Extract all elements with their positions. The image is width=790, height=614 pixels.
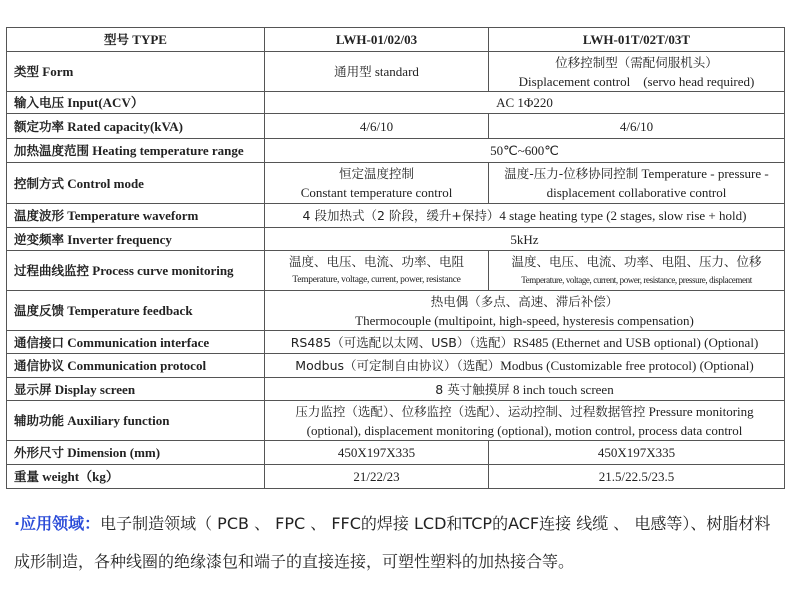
cell: 450X197X335 — [265, 441, 489, 465]
table-row — [7, 114, 785, 139]
cell: 温度、电压、电流、功率、电阻、压力、位移 Temperature, voltage, current, power, resistance, pressure, displacement — [489, 251, 785, 291]
cell: 温度、电压、电流、功率、电阻 Temperature, voltage, current, power, resistance — [265, 251, 489, 291]
application-field-label: ·应用领域： — [14, 514, 101, 533]
table-row — [7, 331, 785, 354]
cell: 21.5/22.5/23.5 — [489, 465, 785, 489]
table-row — [7, 139, 785, 163]
table-row — [7, 92, 785, 114]
row-label: 控制方式 Control mode — [7, 163, 265, 204]
row-label: 类型 Form — [7, 52, 265, 92]
row-label: 通信协议 Communication protocol — [7, 354, 265, 378]
table-row — [7, 291, 785, 331]
cell: 压力监控（选配）、位移监控（选配）、运动控制、过程数据管控 Pressure monitoring (optional), displacement monitoring (optional), motion control, process data control — [265, 401, 785, 441]
row-label: 加热温度范围 Heating temperature range — [7, 139, 265, 163]
cell: 位移控制型（需配伺服机头） Displacement control (servo head required) — [489, 52, 785, 92]
cell: RS485（可选配以太网、USB）（选配）RS485 (Ethernet and USB optional) (Optional) — [265, 331, 785, 354]
application-field-paragraph — [14, 505, 784, 581]
model-2-header: LWH-01T/02T/03T — [489, 28, 785, 52]
row-label: 外形尺寸 Dimension (mm) — [7, 441, 265, 465]
table-row — [7, 441, 785, 465]
cell: 8 英寸触摸屏 8 inch touch screen — [265, 378, 785, 401]
row-label: 温度反馈 Temperature feedback — [7, 291, 265, 331]
row-label: 输入电压 Input(ACV） — [7, 92, 265, 114]
table-header-row — [7, 28, 785, 52]
table-row — [7, 163, 785, 204]
row-label: 额定功率 Rated capacity(kVA) — [7, 114, 265, 139]
cell: 450X197X335 — [489, 441, 785, 465]
row-label: 重量 weight（kg） — [7, 465, 265, 489]
cell: 4/6/10 — [265, 114, 489, 139]
row-label: 显示屏 Display screen — [7, 378, 265, 401]
cell: 恒定温度控制 Constant temperature control — [265, 163, 489, 204]
application-field-text: 电子制造领域（ PCB 、 FPC 、 FFC的焊接 LCD和TCP的ACF连接 线缆 、 电感等）、树脂材料 成形制造，各种线圈的绝缘漆包和端子的直接连接，可塑性塑料的加热接合等。 — [14, 514, 771, 571]
table-row — [7, 228, 785, 251]
cell: 5kHz — [265, 228, 785, 251]
row-label: 温度波形 Temperature waveform — [7, 204, 265, 228]
table-row — [7, 465, 785, 489]
table-row — [7, 251, 785, 291]
cell: 50℃~600℃ — [265, 139, 785, 163]
type-header: 型号 TYPE — [7, 28, 265, 52]
row-label: 通信接口 Communication interface — [7, 331, 265, 354]
row-label: 辅助功能 Auxiliary function — [7, 401, 265, 441]
table-row — [7, 354, 785, 378]
table-row — [7, 401, 785, 441]
cell: 热电偶（多点、高速、滞后补偿） Thermocouple (multipoint, high-speed, hysteresis compensation) — [265, 291, 785, 331]
cell: 通用型 standard — [265, 52, 489, 92]
cell: Modbus（可定制自由协议）（选配）Modbus (Customizable free protocol) (Optional) — [265, 354, 785, 378]
cell: 4/6/10 — [489, 114, 785, 139]
cell: 温度-压力-位移协同控制 Temperature - pressure - displacement collaborative control — [489, 163, 785, 204]
row-label: 过程曲线监控 Process curve monitoring — [7, 251, 265, 291]
cell: 21/22/23 — [265, 465, 489, 489]
model-1-header: LWH-01/02/03 — [265, 28, 489, 52]
table-row — [7, 378, 785, 401]
table-row — [7, 52, 785, 92]
table-row — [7, 204, 785, 228]
spec-table — [6, 27, 785, 489]
cell: 4 段加热式（2 阶段，缓升+保持）4 stage heating type (2 stages, slow rise + hold) — [265, 204, 785, 228]
cell: AC 1Φ220 — [265, 92, 785, 114]
row-label: 逆变频率 Inverter frequency — [7, 228, 265, 251]
